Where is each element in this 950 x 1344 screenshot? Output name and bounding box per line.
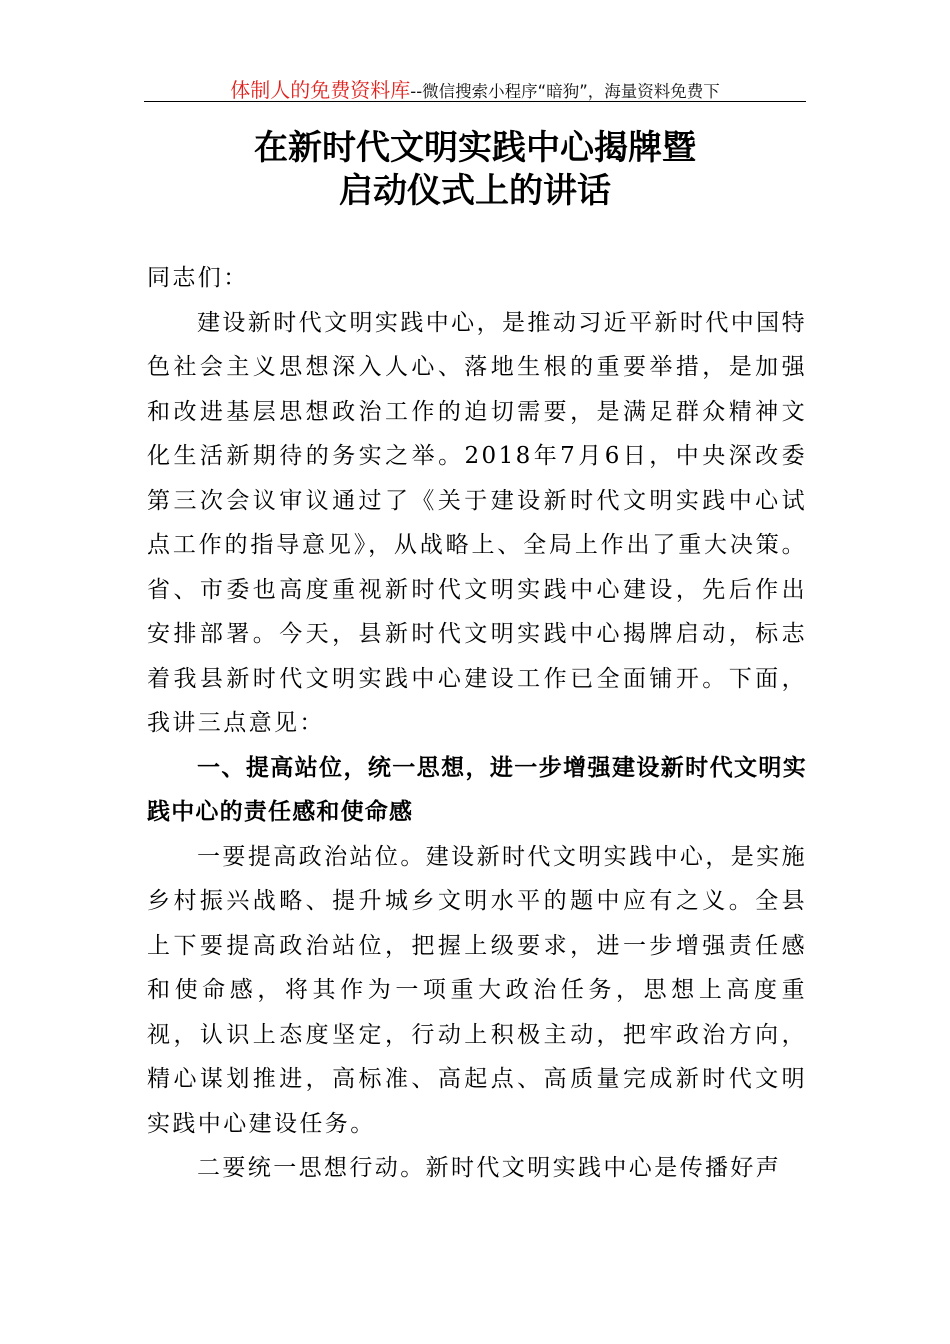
document-body (147, 256, 807, 1191)
header-divider (144, 101, 806, 102)
intro-paragraph: 建设新时代文明实践中心，是推动习近平新时代中国特色社会主义思想深入人心、落地生根的重要举措，是加强和改进基层思想政治工作的迫切需要，是满足群众精神文化生活新期待的务实之举。2018年7月6日，中央深改委第三次会议审议通过了《关于建设新时代文明实践中心试点工作的指导意见》，从战略上、全局上作出了重大决策。省、市委也高度重视新时代文明实践中心建设，先后作出安排部署。今天，县新时代文明实践中心揭牌启动，标志着我县新时代文明实践中心建设工作已全面铺开。下面，我讲三点意见： (147, 309, 807, 736)
document-title-line-1: 在新时代文明实践中心揭牌暨 (254, 128, 696, 168)
salutation: 同志们： (147, 265, 249, 291)
body-paragraph-1: 一要提高政治站位。建设新时代文明实践中心，是实施乡村振兴战略、提升城乡文明水平的题中应有之义。全县上下要提高政治站位，把握上级要求，进一步增强责任感和使命感，将其作为一项重大政治任务，思想上高度重视，认识上态度坚定，行动上积极主动，把牢政治方向，精心谋划推进，高标准、高起点、高质量完成新时代文明实践中心建设任务。 (147, 843, 807, 1137)
document-title-line-2: 启动仪式上的讲话 (339, 171, 611, 211)
header-tagline: --微信搜索小程序“暗狗”，海量资料免费下 (410, 82, 720, 101)
page-header (144, 74, 806, 100)
header-brand: 体制人的免费资料库 (230, 78, 411, 102)
section-heading-1: 一、提高站位，统一思想，进一步增强建设新时代文明实践中心的责任感和使命感 (147, 754, 807, 825)
body-paragraph-2: 二要统一思想行动。新时代文明实践中心是传播好声 (197, 1155, 782, 1181)
